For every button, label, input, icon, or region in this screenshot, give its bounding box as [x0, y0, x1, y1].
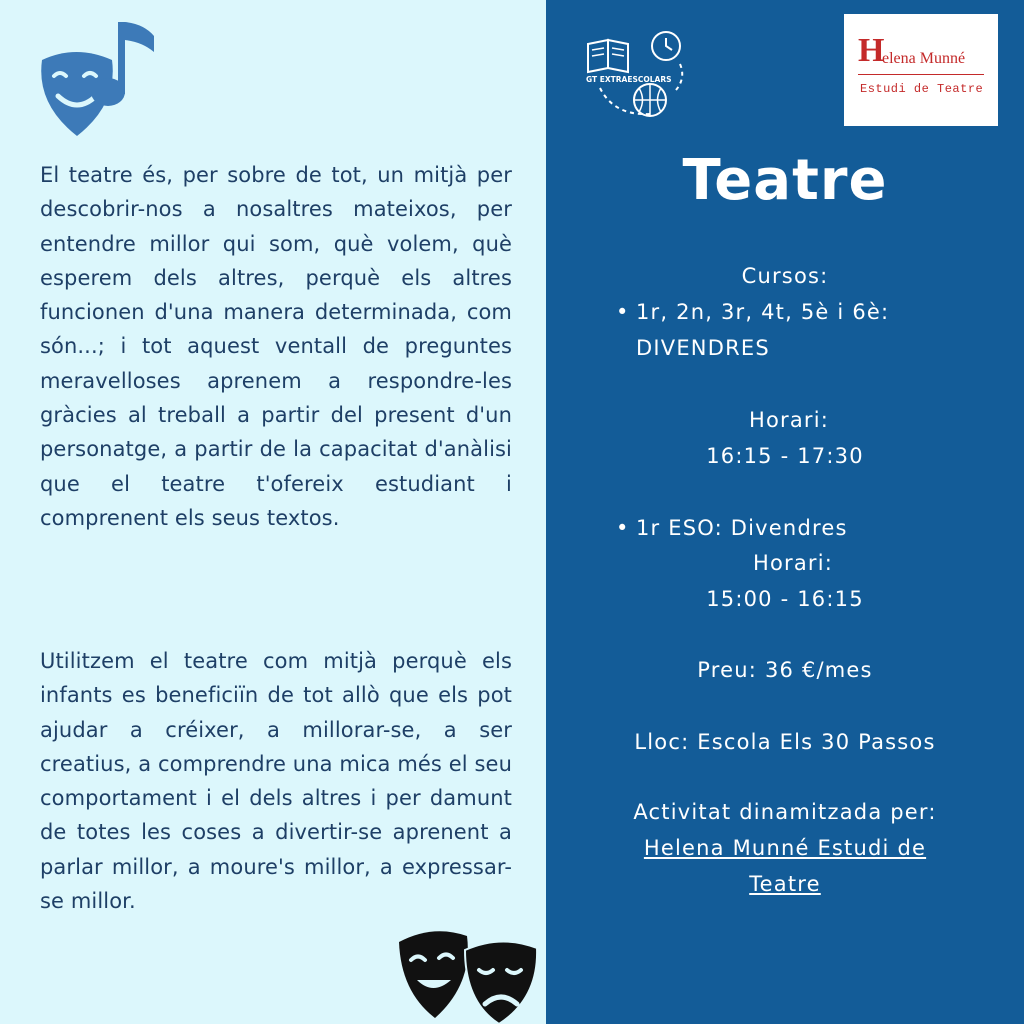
eso-line: 1r ESO: Divendres — [636, 516, 848, 540]
cursos-label: Cursos: — [741, 264, 829, 288]
cursos-line-1: 1r, 2n, 3r, 4t, 5è i 6è: — [636, 300, 890, 324]
helena-munne-logo — [844, 14, 998, 126]
hm-logo-subtitle: Estudi de Teatre — [860, 82, 984, 96]
page-title: Teatre — [682, 148, 888, 213]
comedy-tragedy-masks-icon — [395, 920, 545, 1024]
gt-logo-text: GT EXTRAESCOLARS — [586, 75, 672, 84]
price-text: Preu: 36 €/mes — [697, 658, 873, 682]
hm-logo-name: elena Munné — [882, 50, 966, 67]
horari-label-2: Horari: — [752, 551, 834, 575]
right-panel — [546, 0, 1024, 1024]
hm-logo-mark: H — [858, 32, 885, 69]
description-paragraph-2: Utilitzem el teatre com mitjà perquè els infants es beneficiïn de tot allò que els pot ajudar a créixer, a millorar-se, a ser creatius, a comprendre una mica més el seu comportament i el dels altres i per damunt de totes les coses a divertir-se aprenent a parlar millor, a moure's millor, a expressar-se millor. — [40, 649, 512, 914]
gt-extraescolars-logo — [584, 28, 696, 124]
description-paragraph-1: El teatre és, per sobre de tot, un mitjà per descobrir-nos a nosaltres mateixos, per entendre millor qui som, què volem, què esperem dels altres, perquè els altres funcionen d'una manera determinada, com són...; i tot aquest ventall de preguntes meravelloses aprenem a respondre-les gràcies al treball a partir del present d'un personatge, a partir de la capacitat d'anàlisi que el teatre t'ofereix estudiant i comprenent els seus textos. — [40, 163, 512, 530]
activity-label: Activitat dinamitzada per: — [633, 800, 937, 824]
hm-logo-rule — [858, 74, 984, 75]
theatre-mask-music-note-icon — [36, 14, 166, 144]
basketball-icon — [634, 84, 666, 116]
clock-icon — [652, 32, 680, 60]
book-icon — [588, 40, 628, 72]
studio-link-line-2[interactable]: Teatre — [749, 872, 821, 896]
bullet: • — [616, 516, 630, 540]
horari-label-1: Horari: — [748, 408, 830, 432]
bullet: • — [616, 300, 630, 324]
horari-value-1: 16:15 - 17:30 — [706, 444, 864, 468]
studio-link-line-1[interactable]: Helena Munné Estudi de — [643, 836, 927, 860]
cursos-line-2: DIVENDRES — [636, 336, 770, 360]
location-text: Lloc: Escola Els 30 Passos — [634, 730, 936, 754]
horari-value-2: 15:00 - 16:15 — [706, 587, 864, 611]
